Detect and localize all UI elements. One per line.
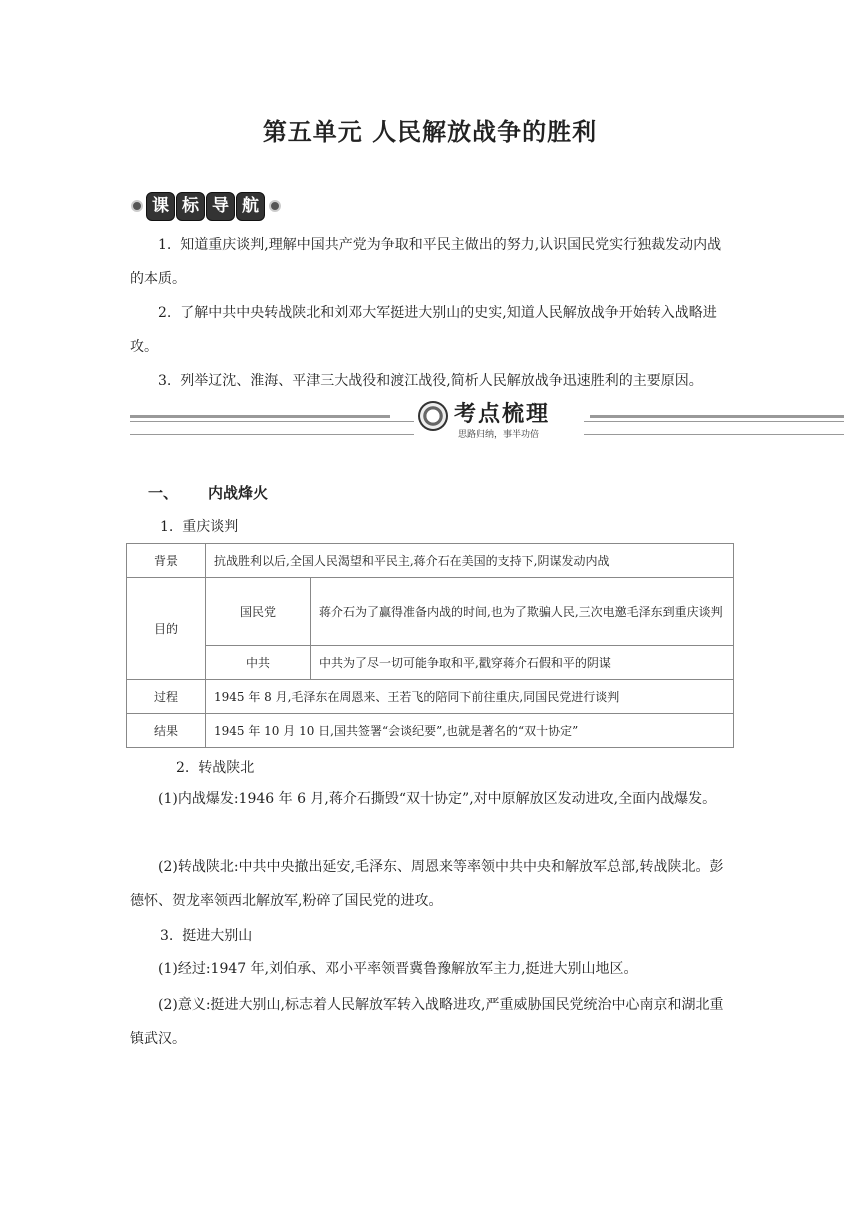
subheading-title: 重庆谈判 <box>182 519 239 535</box>
subheading-2 <box>176 757 254 777</box>
banner-title: 考点梳理 <box>454 402 551 427</box>
table-row <box>127 680 734 714</box>
banner-subtitle: 思路归纳，事半功倍 <box>458 430 540 440</box>
table-row <box>127 646 734 680</box>
subheading-3 <box>160 925 252 945</box>
table-row <box>127 578 734 646</box>
badge-dot-right <box>269 200 281 212</box>
subheading-num: 2. <box>176 760 190 776</box>
row-label: 结果 <box>127 714 206 748</box>
row-text: 中共为了尽一切可能争取和平,戳穿蒋介石假和平的阴谋 <box>311 646 734 680</box>
paragraph: (2)意义:挺进大别山,标志着人民解放军转入战略进攻,严重威胁国民党统治中心南京和湖北重镇武汉。 <box>130 997 724 1047</box>
subheading-1 <box>160 516 238 536</box>
compass-icon <box>418 401 448 431</box>
section-num: 一、 <box>148 484 179 502</box>
badge-char: 航 <box>236 192 265 221</box>
row-label: 背景 <box>127 544 206 578</box>
paragraph: (2)转战陕北:中共中央撤出延安,毛泽东、周恩来等率领中共中央和解放军总部,转战陕北。彭德怀、贺龙率领西北解放军,粉碎了国民党的进攻。 <box>130 859 724 909</box>
banner-rule-right <box>590 415 844 418</box>
section-title: 内战烽火 <box>208 484 269 502</box>
chongqing-negotiation-table <box>126 543 734 748</box>
sub-label: 中共 <box>206 646 311 680</box>
subheading-num: 1. <box>160 519 174 535</box>
row-text: 1945 年 10 月 10 日,国共签署“会谈纪要”,也就是著名的“双十协定” <box>206 714 734 748</box>
row-text: 1945 年 8 月,毛泽东在周恩来、王若飞的陪同下前往重庆,同国民党进行谈判 <box>206 680 734 714</box>
paragraph: (1)经过:1947 年,刘伯承、邓小平率领晋冀鲁豫解放军主力,挺进大别山地区。 <box>158 961 638 977</box>
badge-char: 课 <box>146 192 175 221</box>
standard-item-3 <box>130 364 734 398</box>
row-text: 抗战胜利以后,全国人民渴望和平民主,蒋介石在美国的支持下,阴谋发动内战 <box>206 544 734 578</box>
subheading-num: 3. <box>160 928 174 944</box>
standard-num: 2. <box>158 305 172 321</box>
subheading-title: 挺进大别山 <box>182 928 253 944</box>
subheading-title: 转战陕北 <box>198 760 255 776</box>
badge-char: 导 <box>206 192 235 221</box>
row-label: 过程 <box>127 680 206 714</box>
paragraph: (1)内战爆发:1946 年 6 月,蒋介石撕毁“双十协定”,对中原解放区发动进攻,全面内战爆发。 <box>158 791 717 807</box>
sub-label: 国民党 <box>206 578 311 646</box>
page-title: 第五单元 人民解放战争的胜利 <box>262 118 598 146</box>
row-text: 蒋介石为了赢得准备内战的时间,也为了欺骗人民,三次电邀毛泽东到重庆谈判 <box>311 578 734 646</box>
badge-char: 标 <box>176 192 205 221</box>
standard-item-2 <box>130 296 734 364</box>
table-row <box>127 544 734 578</box>
row-label: 目的 <box>127 578 206 680</box>
standard-text: 知道重庆谈判,理解中国共产党为争取和平民主做出的努力,认识国民党实行独裁发动内战的本质。 <box>130 237 722 287</box>
banner-rule-left <box>130 415 390 418</box>
badge-dot-left <box>131 200 143 212</box>
standard-text: 了解中共中央转战陕北和刘邓大军挺进大别山的史实,知道人民解放战争开始转入战略进攻。 <box>130 305 717 355</box>
section-heading <box>148 482 268 503</box>
table-row <box>127 714 734 748</box>
standard-item-1 <box>130 228 734 296</box>
key-points-banner <box>130 397 844 443</box>
standard-num: 1. <box>158 237 172 253</box>
standard-text: 列举辽沈、淮海、平津三大战役和渡江战役,简析人民解放战争迅速胜利的主要原因。 <box>180 373 703 389</box>
curriculum-guide-badge <box>128 190 284 222</box>
standard-num: 3. <box>158 373 172 389</box>
